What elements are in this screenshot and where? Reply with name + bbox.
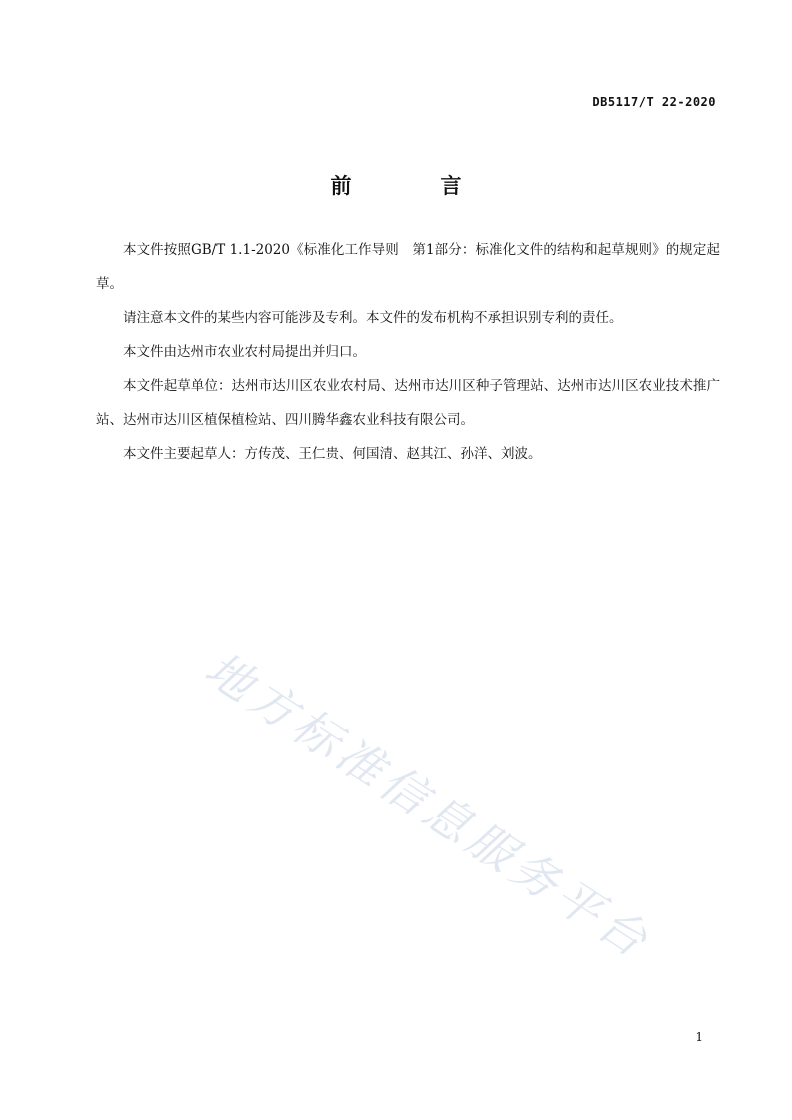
paragraph-drafting-units: 本文件起草单位：达州市达川区农业农村局、达州市达川区种子管理站、达州市达川区农业技术推广站、达州市达川区植保植检站、四川腾华鑫农业科技有限公司。 xyxy=(96,378,720,428)
paragraph-drafting-basis: 本文件按照GB/T 1.1-2020《标准化工作导则 第1部分：标准化文件的结构和起草规则》的规定起草。 xyxy=(96,242,720,292)
page-number: 1 xyxy=(695,1030,703,1044)
watermark: 地方标准信息服务平台 xyxy=(195,641,662,970)
section-title: 前 言 xyxy=(330,174,496,198)
document-code: DB5117/T 22-2020 xyxy=(592,95,716,109)
paragraph-proposer: 本文件由达州市农业农村局提出并归口。 xyxy=(123,344,366,360)
foreword-body xyxy=(96,233,720,471)
paragraph-drafters: 本文件主要起草人：方传茂、王仁贵、何国清、赵其江、孙洋、刘波。 xyxy=(123,446,542,462)
paragraph-patent-notice: 请注意本文件的某些内容可能涉及专利。本文件的发布机构不承担识别专利的责任。 xyxy=(123,310,623,326)
